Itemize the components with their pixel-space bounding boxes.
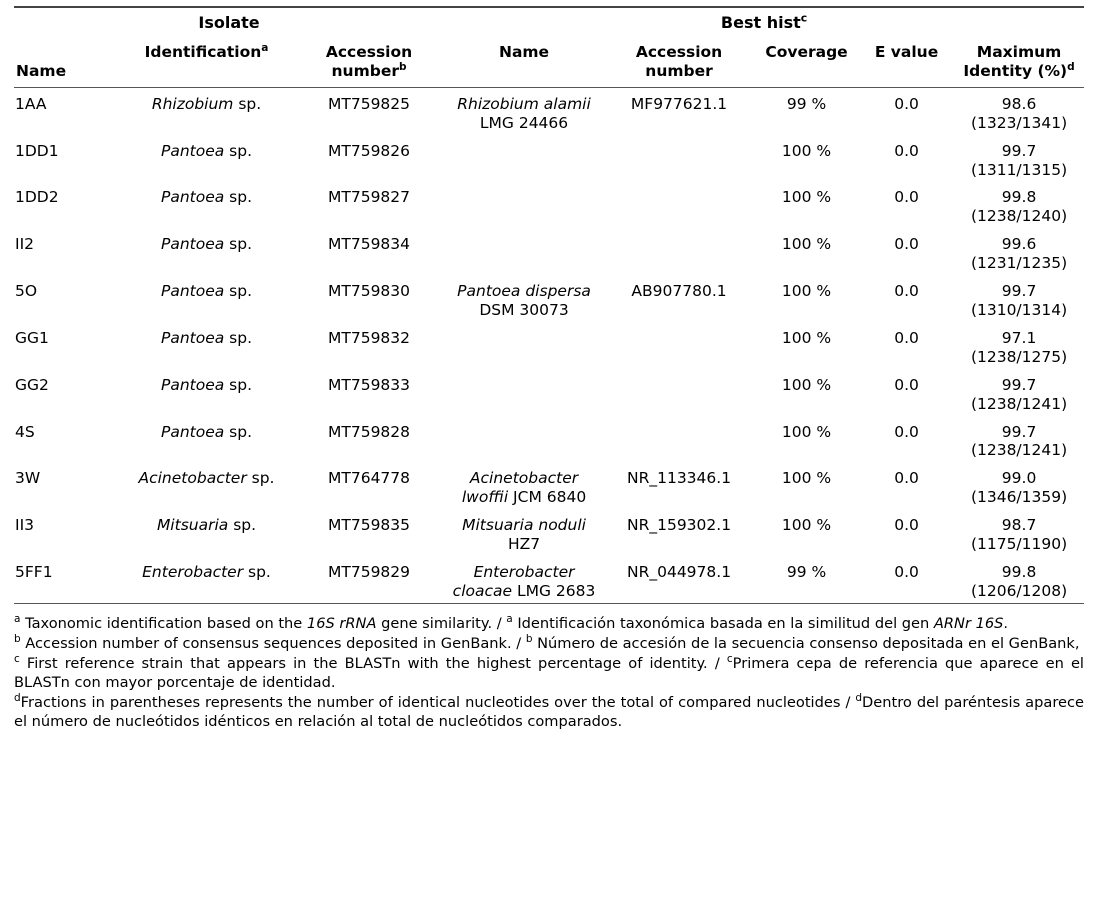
identification-genus: Pantoea bbox=[160, 328, 225, 347]
cell-identity bbox=[954, 462, 1084, 509]
footnote-a bbox=[14, 612, 1084, 634]
isolate-accession-value: MT759832 bbox=[328, 328, 411, 347]
cell-identification bbox=[119, 369, 294, 416]
identity-fraction: (1238/1241) bbox=[970, 394, 1068, 413]
hit-name-strain: LMG 2683 bbox=[512, 581, 596, 600]
cell-evalue bbox=[859, 509, 954, 556]
identification-genus: Pantoea bbox=[160, 422, 225, 441]
cell-hit-accession bbox=[604, 275, 754, 322]
cell-coverage bbox=[754, 275, 859, 322]
coverage-value: 99 % bbox=[786, 562, 827, 581]
cell-isolate-accession bbox=[294, 556, 444, 603]
cell-hit-accession bbox=[604, 416, 754, 463]
cell-identification bbox=[119, 509, 294, 556]
isolate-name-value: GG2 bbox=[15, 375, 49, 394]
cell-hit-name bbox=[444, 87, 604, 134]
column-header-identity-label: Maximum Identity (%) bbox=[963, 43, 1068, 80]
table-row bbox=[14, 369, 1084, 416]
identification-genus: Pantoea bbox=[160, 375, 225, 394]
cell-identification bbox=[119, 556, 294, 603]
cell-evalue bbox=[859, 369, 954, 416]
cell-hit-accession bbox=[604, 462, 754, 509]
identification-genus: Rhizobium bbox=[151, 94, 234, 113]
table-row bbox=[14, 322, 1084, 369]
table-row bbox=[14, 228, 1084, 275]
column-header-isolate-accession bbox=[294, 38, 444, 87]
identity-percent: 99.7 bbox=[1001, 375, 1037, 394]
cell-coverage bbox=[754, 556, 859, 603]
identification-suffix: sp. bbox=[233, 94, 262, 113]
coverage-value: 100 % bbox=[781, 375, 832, 394]
cell-coverage bbox=[754, 87, 859, 134]
cell-identification bbox=[119, 275, 294, 322]
hit-name-species: Rhizobium alamii bbox=[457, 94, 591, 113]
identification-genus: Enterobacter bbox=[142, 562, 244, 581]
cell-hit-accession bbox=[604, 556, 754, 603]
cell-isolate-accession bbox=[294, 228, 444, 275]
column-header-isolate-accession-sup: b bbox=[398, 60, 407, 73]
table-row bbox=[14, 135, 1084, 182]
cell-isolate-name bbox=[14, 87, 119, 134]
table-row bbox=[14, 87, 1084, 134]
cell-coverage bbox=[754, 228, 859, 275]
cell-coverage bbox=[754, 181, 859, 228]
identity-percent: 99.7 bbox=[1001, 282, 1037, 301]
table-row bbox=[14, 556, 1084, 603]
cell-hit-accession bbox=[604, 322, 754, 369]
cell-identity bbox=[954, 369, 1084, 416]
hit-name-strain: DSM 30073 bbox=[479, 300, 569, 319]
isolate-name-value: II3 bbox=[15, 516, 35, 535]
column-header-identity bbox=[954, 38, 1084, 87]
evalue-value: 0.0 bbox=[894, 188, 919, 207]
cell-isolate-accession bbox=[294, 462, 444, 509]
cell-hit-name bbox=[444, 135, 604, 182]
hit-name-species: Acinetobacter lwoffii bbox=[461, 469, 579, 507]
column-header-identity-sup: d bbox=[1067, 60, 1075, 73]
cell-hit-name bbox=[444, 228, 604, 275]
footnote-a-es-italic: ARNr 16S bbox=[933, 614, 1004, 632]
coverage-value: 100 % bbox=[781, 422, 832, 441]
footnote-a-es-part2: . bbox=[1003, 614, 1009, 632]
footnote-b-es-marker: b bbox=[525, 632, 533, 645]
identity-fraction: (1175/1190) bbox=[970, 535, 1068, 554]
cell-isolate-accession bbox=[294, 275, 444, 322]
cell-isolate-name bbox=[14, 462, 119, 509]
isolate-name-value: 4S bbox=[15, 422, 35, 441]
cell-isolate-accession bbox=[294, 416, 444, 463]
coverage-value: 100 % bbox=[781, 188, 832, 207]
footnote-c-es-marker: c bbox=[726, 652, 733, 665]
identity-percent: 99.0 bbox=[1001, 469, 1037, 488]
isolate-accession-value: MT759835 bbox=[328, 516, 411, 535]
identification-suffix: sp. bbox=[224, 375, 253, 394]
column-header-evalue bbox=[859, 38, 954, 87]
column-header-coverage-label: Coverage bbox=[765, 43, 848, 61]
footnotes bbox=[14, 612, 1084, 732]
coverage-value: 100 % bbox=[781, 469, 832, 488]
group-header-best-hit-label: Best hist bbox=[720, 13, 801, 32]
isolate-accession-value: MT759834 bbox=[328, 235, 411, 254]
cell-identification bbox=[119, 228, 294, 275]
isolate-name-value: II2 bbox=[15, 235, 35, 254]
cell-evalue bbox=[859, 228, 954, 275]
identity-percent: 99.8 bbox=[1001, 562, 1037, 581]
footnote-b-es: Número de accesión de la secuencia consenso depositada en el GenBank, bbox=[532, 634, 1080, 652]
footnote-a-es-marker: a bbox=[506, 612, 513, 625]
footnote-c-en: First reference strain that appears in the BLASTn with the highest percentage of identity. / bbox=[19, 654, 727, 672]
identity-fraction: (1231/1235) bbox=[970, 254, 1068, 273]
identification-suffix: sp. bbox=[224, 188, 253, 207]
footnote-c-es: Primera cepa de referencia que aparece en el BLASTn con mayor porcentaje de identidad. bbox=[14, 654, 1084, 691]
evalue-value: 0.0 bbox=[894, 235, 919, 254]
cell-isolate-accession bbox=[294, 135, 444, 182]
table-row bbox=[14, 509, 1084, 556]
cell-isolate-name bbox=[14, 556, 119, 603]
cell-identification bbox=[119, 87, 294, 134]
cell-identification bbox=[119, 181, 294, 228]
coverage-value: 100 % bbox=[781, 141, 832, 160]
hit-accession-value: NR_113346.1 bbox=[626, 469, 732, 488]
coverage-value: 100 % bbox=[781, 235, 832, 254]
cell-isolate-name bbox=[14, 275, 119, 322]
isolate-accession-value: MT759827 bbox=[328, 188, 411, 207]
identification-suffix: sp. bbox=[224, 328, 253, 347]
cell-isolate-name bbox=[14, 416, 119, 463]
cell-hit-name bbox=[444, 275, 604, 322]
cell-hit-accession bbox=[604, 369, 754, 416]
isolate-name-value: 5O bbox=[15, 282, 38, 301]
identity-percent: 99.6 bbox=[1001, 235, 1037, 254]
column-header-hit-accession-label: Accession number bbox=[635, 43, 723, 80]
footnote-b-en: Accession number of consensus sequences deposited in GenBank. / bbox=[20, 634, 526, 652]
evalue-value: 0.0 bbox=[894, 516, 919, 535]
column-header-isolate-name bbox=[14, 38, 119, 87]
group-header-isolate-label: Isolate bbox=[198, 13, 260, 32]
isolate-name-value: 3W bbox=[15, 469, 41, 488]
cell-evalue bbox=[859, 462, 954, 509]
footnote-a-en-part2: gene similarity. / bbox=[376, 614, 507, 632]
cell-identity bbox=[954, 556, 1084, 603]
column-header-row bbox=[14, 38, 1084, 87]
identity-percent: 99.8 bbox=[1001, 188, 1037, 207]
footnote-d-en: Fractions in parentheses represents the number of identical nucleotides over the total of compared nucleotides / bbox=[20, 693, 856, 711]
isolate-name-value: GG1 bbox=[15, 328, 49, 347]
cell-identity bbox=[954, 135, 1084, 182]
cell-coverage bbox=[754, 135, 859, 182]
cell-coverage bbox=[754, 322, 859, 369]
isolate-accession-value: MT759830 bbox=[328, 282, 411, 301]
isolate-accession-value: MT759825 bbox=[328, 94, 411, 113]
cell-evalue bbox=[859, 556, 954, 603]
cell-isolate-accession bbox=[294, 509, 444, 556]
column-header-hit-accession bbox=[604, 38, 754, 87]
footnote-b-marker: b bbox=[14, 632, 21, 645]
cell-hit-name bbox=[444, 556, 604, 603]
identification-genus: Pantoea bbox=[160, 188, 225, 207]
cell-isolate-name bbox=[14, 369, 119, 416]
coverage-value: 99 % bbox=[786, 94, 827, 113]
group-header-best-hit bbox=[444, 7, 1084, 38]
hit-name-species: Mitsuaria noduli bbox=[462, 516, 586, 535]
cell-identity bbox=[954, 275, 1084, 322]
identification-suffix: sp. bbox=[224, 282, 253, 301]
identity-fraction: (1310/1314) bbox=[970, 300, 1068, 319]
evalue-value: 0.0 bbox=[894, 422, 919, 441]
cell-hit-name bbox=[444, 416, 604, 463]
cell-identity bbox=[954, 416, 1084, 463]
cell-hit-accession bbox=[604, 87, 754, 134]
isolate-name-value: 1AA bbox=[15, 94, 47, 113]
table-row bbox=[14, 275, 1084, 322]
identification-genus: Pantoea bbox=[160, 235, 225, 254]
footnote-a-en-italic: 16S rRNA bbox=[306, 614, 377, 632]
footnote-d-es: Dentro del paréntesis aparece el número de nucleótidos idénticos en relación al total de nucleótidos comparados. bbox=[14, 693, 1084, 730]
cell-hit-accession bbox=[604, 228, 754, 275]
footnote-d-marker: d bbox=[14, 691, 21, 704]
identity-percent: 99.7 bbox=[1001, 422, 1037, 441]
hit-accession-value: AB907780.1 bbox=[631, 282, 727, 301]
identity-fraction: (1238/1275) bbox=[970, 347, 1068, 366]
column-header-isolate-name-label: Name bbox=[16, 61, 67, 80]
cell-isolate-accession bbox=[294, 369, 444, 416]
column-header-coverage bbox=[754, 38, 859, 87]
identity-fraction: (1346/1359) bbox=[970, 488, 1068, 507]
table-row bbox=[14, 416, 1084, 463]
column-header-identification-sup: a bbox=[261, 41, 269, 54]
footnote-c-marker: c bbox=[14, 652, 20, 665]
hit-accession-value: MF977621.1 bbox=[630, 94, 728, 113]
identity-fraction: (1238/1241) bbox=[970, 441, 1068, 460]
coverage-value: 100 % bbox=[781, 328, 832, 347]
evalue-value: 0.0 bbox=[894, 94, 919, 113]
identification-suffix: sp. bbox=[246, 469, 275, 488]
cell-isolate-name bbox=[14, 181, 119, 228]
cell-hit-name bbox=[444, 509, 604, 556]
footnote-a-es-part1: Identificación taxonómica basada en la similitud del gen bbox=[512, 614, 934, 632]
evalue-value: 0.0 bbox=[894, 141, 919, 160]
footnote-c bbox=[14, 652, 1084, 693]
table-row bbox=[14, 462, 1084, 509]
isolate-accession-value: MT759826 bbox=[328, 141, 411, 160]
identity-fraction: (1323/1341) bbox=[970, 113, 1068, 132]
cell-coverage bbox=[754, 462, 859, 509]
column-header-evalue-label: E value bbox=[874, 43, 939, 61]
evalue-value: 0.0 bbox=[894, 375, 919, 394]
cell-identity bbox=[954, 509, 1084, 556]
identity-fraction: (1238/1240) bbox=[970, 207, 1068, 226]
cell-identity bbox=[954, 228, 1084, 275]
isolate-name-value: 5FF1 bbox=[15, 562, 53, 581]
identity-percent: 98.6 bbox=[1001, 94, 1037, 113]
hit-name-strain: JCM 6840 bbox=[508, 488, 587, 507]
footnote-a-marker: a bbox=[14, 612, 21, 625]
column-header-identification bbox=[119, 38, 294, 87]
cell-evalue bbox=[859, 135, 954, 182]
cell-identification bbox=[119, 135, 294, 182]
hit-name-species: Enterobacter cloacae bbox=[452, 562, 575, 600]
cell-isolate-accession bbox=[294, 87, 444, 134]
cell-hit-accession bbox=[604, 509, 754, 556]
identification-genus: Pantoea bbox=[160, 282, 225, 301]
cell-identity bbox=[954, 322, 1084, 369]
cell-isolate-name bbox=[14, 322, 119, 369]
isolate-name-value: 1DD1 bbox=[15, 141, 59, 160]
group-header-best-hit-sup: c bbox=[800, 11, 808, 25]
group-header-isolate bbox=[14, 7, 444, 38]
cell-isolate-accession bbox=[294, 322, 444, 369]
identity-fraction: (1206/1208) bbox=[970, 581, 1068, 600]
identification-suffix: sp. bbox=[224, 141, 253, 160]
footnote-d-es-marker: d bbox=[855, 691, 863, 704]
identification-genus: Mitsuaria bbox=[156, 516, 229, 535]
column-header-identification-label: Identification bbox=[144, 43, 262, 61]
cell-coverage bbox=[754, 509, 859, 556]
hit-accession-value: NR_159302.1 bbox=[626, 516, 732, 535]
isolate-accession-value: MT759829 bbox=[328, 562, 411, 581]
cell-identification bbox=[119, 416, 294, 463]
cell-isolate-name bbox=[14, 509, 119, 556]
cell-evalue bbox=[859, 322, 954, 369]
coverage-value: 100 % bbox=[781, 282, 832, 301]
identity-percent: 97.1 bbox=[1001, 328, 1037, 347]
footnote-a-en-part1: Taxonomic identification based on the bbox=[20, 614, 307, 632]
cell-coverage bbox=[754, 369, 859, 416]
footnote-d bbox=[14, 691, 1084, 732]
column-header-hit-name-label: Name bbox=[498, 43, 550, 61]
hit-name-strain: LMG 24466 bbox=[479, 113, 569, 132]
cell-hit-name bbox=[444, 181, 604, 228]
cell-evalue bbox=[859, 275, 954, 322]
identification-genus: Acinetobacter bbox=[138, 469, 247, 488]
cell-identification bbox=[119, 462, 294, 509]
hit-name-strain: HZ7 bbox=[507, 535, 541, 554]
identity-percent: 98.7 bbox=[1001, 516, 1037, 535]
identity-percent: 99.7 bbox=[1001, 141, 1037, 160]
cell-isolate-name bbox=[14, 135, 119, 182]
identification-suffix: sp. bbox=[228, 516, 257, 535]
isolate-name-value: 1DD2 bbox=[15, 188, 59, 207]
cell-evalue bbox=[859, 416, 954, 463]
identification-suffix: sp. bbox=[224, 235, 253, 254]
cell-evalue bbox=[859, 87, 954, 134]
cell-hit-accession bbox=[604, 135, 754, 182]
cell-hit-name bbox=[444, 462, 604, 509]
cell-hit-name bbox=[444, 369, 604, 416]
hit-name-species: Pantoea dispersa bbox=[457, 282, 591, 301]
group-header-row bbox=[14, 7, 1084, 38]
cell-identity bbox=[954, 87, 1084, 134]
hit-accession-value: NR_044978.1 bbox=[626, 562, 732, 581]
isolate-accession-value: MT759828 bbox=[328, 422, 411, 441]
identification-suffix: sp. bbox=[224, 422, 253, 441]
cell-evalue bbox=[859, 181, 954, 228]
evalue-value: 0.0 bbox=[894, 562, 919, 581]
evalue-value: 0.0 bbox=[894, 328, 919, 347]
footnote-b bbox=[14, 632, 1084, 654]
cell-isolate-accession bbox=[294, 181, 444, 228]
cell-hit-accession bbox=[604, 181, 754, 228]
column-header-hit-name bbox=[444, 38, 604, 87]
column-header-isolate-accession-label: Accession number bbox=[325, 43, 413, 80]
results-table bbox=[14, 6, 1084, 604]
evalue-value: 0.0 bbox=[894, 469, 919, 488]
coverage-value: 100 % bbox=[781, 516, 832, 535]
identity-fraction: (1311/1315) bbox=[970, 160, 1068, 179]
cell-hit-name bbox=[444, 322, 604, 369]
cell-identification bbox=[119, 322, 294, 369]
identification-genus: Pantoea bbox=[160, 141, 225, 160]
isolate-accession-value: MT764778 bbox=[328, 469, 411, 488]
cell-identity bbox=[954, 181, 1084, 228]
identification-suffix: sp. bbox=[243, 562, 271, 581]
table-row bbox=[14, 181, 1084, 228]
cell-isolate-name bbox=[14, 228, 119, 275]
isolate-accession-value: MT759833 bbox=[328, 375, 411, 394]
cell-coverage bbox=[754, 416, 859, 463]
evalue-value: 0.0 bbox=[894, 282, 919, 301]
